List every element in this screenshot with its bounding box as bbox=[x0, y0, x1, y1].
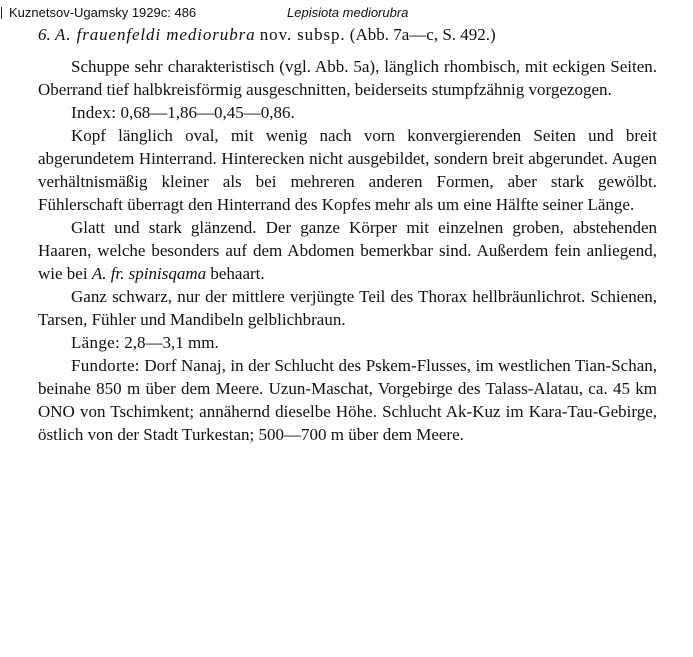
margin-bar bbox=[1, 7, 2, 19]
citation: Kuznetsov-Ugamsky 1929c: 486 bbox=[9, 5, 197, 20]
document-body bbox=[38, 23, 657, 446]
taxon-status: nov. subsp. bbox=[259, 25, 346, 44]
surface-end: behaart. bbox=[210, 264, 265, 283]
species-name: Lepisiota mediorubra bbox=[287, 5, 409, 20]
index-label: Index: bbox=[71, 103, 117, 122]
length-value: 2,8—3,1 mm. bbox=[124, 333, 219, 352]
paragraph-surface bbox=[38, 216, 657, 285]
surface-text: Glatt und stark glänzend. Der ganze Körper mit einzelnen groben, abstehenden Haaren, welche besonders auf dem Abdomen bemerkbar sind. Außerdem fein anliegend, wie bei bbox=[38, 218, 657, 283]
paragraph-index bbox=[38, 101, 657, 124]
paragraph-length bbox=[38, 331, 657, 354]
index-values: 0,68—1,86—0,45—0,86. bbox=[120, 103, 295, 122]
length-label: Länge: bbox=[71, 333, 120, 352]
taxon-number: 6. bbox=[38, 25, 51, 44]
surface-taxon: A. fr. spinisqama bbox=[91, 264, 207, 283]
paragraph-color: Ganz schwarz, nur der mittlere verjüngte Teil des Thorax hellbräunlichrot. Schienen, Tarsen, Fühler und Mandibeln gelblichbraun. bbox=[38, 287, 657, 329]
localities-text: Dorf Nanaj, in der Schlucht des Pskem-Flusses, im westlichen Tian-Schan, beinahe 850 m über dem Meere. Uzun-Maschat, Vorgebirge des Talass-Alatau, ca. 45 km ONO von Tschimkent; annähernd dieselbe Höhe. Schlucht Ak-Kuz im Kara-Tau-Gebirge, östlich von der Stadt Turkestan; 500—700 m über dem Meere. bbox=[38, 356, 658, 444]
localities-label: Fundorte: bbox=[71, 356, 140, 375]
figure-reference: (Abb. 7a—c, S. 492.) bbox=[349, 25, 496, 44]
paragraph-head: Kopf länglich oval, mit wenig nach vorn konvergierenden Seiten und breit abgerundetem Hinterrand. Hinterecken nicht ausgebildet, sondern breit abgerundet. Augen verhältnismäßig kleiner als bei mehreren anderen Formen, aber stark gewölbt. Fühlerschaft überragt den Hinterrand des Kopfes mehr als um eine Hälfte seiner Länge. bbox=[38, 126, 657, 214]
taxon-name: A. frauenfeldi mediorubra bbox=[55, 25, 256, 44]
paragraph-scale: Schuppe sehr charakteristisch (vgl. Abb. 5a), länglich rhombisch, mit eckigen Seiten. Oberrand tief halbkreisförmig ausgeschnitten, beiderseits stumpfzähnig vorgezogen. bbox=[38, 57, 657, 99]
taxon-heading bbox=[38, 23, 657, 46]
page-header bbox=[0, 4, 693, 22]
paragraph-localities bbox=[38, 354, 657, 446]
